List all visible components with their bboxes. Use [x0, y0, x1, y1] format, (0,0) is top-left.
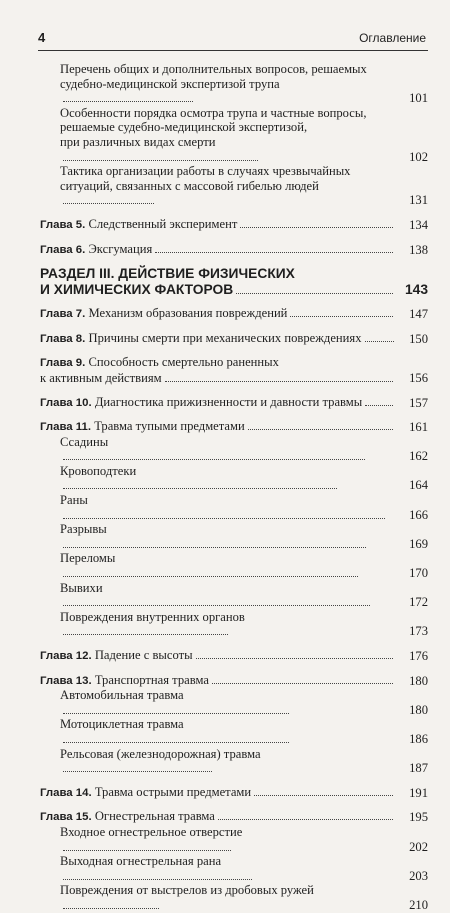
page-ref: 143 — [404, 281, 428, 297]
toc-chapter — [40, 648, 428, 664]
toc-text: Следственный эксперимент — [88, 216, 238, 231]
chapter-label: Глава 5. — [40, 218, 89, 231]
toc-subentry — [40, 854, 428, 883]
toc-line — [60, 493, 394, 522]
entry-gap — [40, 776, 428, 785]
dot-leader — [63, 705, 289, 714]
page-ref: 164 — [409, 478, 428, 493]
toc-line — [60, 464, 394, 493]
page-ref: 166 — [409, 507, 428, 522]
toc-subentry — [40, 164, 428, 208]
toc-text: Механизм образования повреждений — [88, 306, 288, 321]
toc-line — [40, 355, 394, 371]
dot-leader — [63, 195, 154, 204]
toc-subentry — [40, 551, 428, 580]
dot-leader — [63, 510, 385, 519]
page-number: 4 — [38, 30, 46, 45]
toc-text: Травма острыми предметами — [94, 784, 252, 799]
toc-subentry — [40, 106, 428, 164]
page-ref: 173 — [409, 624, 428, 639]
dot-leader — [63, 871, 252, 880]
toc-subentry — [40, 581, 428, 610]
page-ref: 169 — [409, 536, 428, 551]
toc-line — [40, 673, 394, 689]
toc-text: И ХИМИЧЕСКИХ ФАКТОРОВ — [40, 281, 234, 297]
toc-text: Выходная огнестрельная рана — [60, 854, 222, 869]
toc-line — [60, 825, 394, 854]
page-ref: 180 — [409, 702, 428, 717]
dot-leader — [254, 787, 393, 796]
toc-text: Особенности порядка осмотра трупа и частные вопросы, — [60, 105, 367, 120]
running-title: Оглавление — [359, 31, 426, 45]
toc-subentry — [40, 435, 428, 464]
toc-subentry — [40, 522, 428, 551]
toc-line — [40, 306, 394, 322]
page-ref: 186 — [409, 731, 428, 746]
page-ref: 147 — [409, 307, 428, 322]
entry-gap — [40, 322, 428, 331]
toc-subentry — [40, 883, 428, 912]
toc-text: судебно-медицинской экспертизой трупа — [60, 76, 280, 91]
toc-text: Вывихи — [60, 580, 103, 595]
dot-leader — [63, 763, 212, 772]
toc-section — [40, 266, 428, 297]
toc-line — [60, 581, 394, 610]
toc-text: Разрывы — [60, 522, 107, 537]
page-ref: 162 — [409, 449, 428, 464]
toc-text: Перечень общих и дополнительных вопросов, решаемых — [60, 62, 367, 76]
toc-line — [40, 419, 394, 435]
toc-line — [60, 747, 394, 776]
entry-gap — [40, 346, 428, 355]
page-ref: 203 — [409, 868, 428, 883]
toc-text: при различных видах смерти — [60, 134, 216, 149]
chapter-label: Глава 10. — [40, 396, 95, 409]
page-ref: 176 — [409, 649, 428, 663]
page-ref: 191 — [409, 785, 428, 800]
toc-text: Повреждения внутренних органов — [60, 609, 245, 624]
dot-leader — [63, 152, 258, 161]
entry-gap — [40, 664, 428, 673]
toc-text: Раны — [60, 493, 88, 508]
page-ref: 157 — [409, 395, 428, 410]
dot-leader — [63, 842, 231, 851]
page-ref: 138 — [409, 242, 428, 257]
chapter-label: Глава 13. — [40, 674, 95, 687]
entry-gap — [40, 410, 428, 419]
page-ref: 134 — [409, 217, 428, 232]
toc-chapter — [40, 355, 428, 385]
toc-text: ситуаций, связанных с массовой гибелью людей — [60, 178, 319, 193]
toc-line — [60, 551, 394, 580]
toc-subentry — [40, 688, 428, 717]
toc-line — [60, 610, 394, 639]
entry-gap — [40, 233, 428, 242]
entry-gap — [40, 297, 428, 306]
chapter-label: Глава 7. — [40, 308, 89, 321]
dot-leader — [365, 333, 394, 342]
toc-chapter — [40, 217, 428, 233]
page-ref: 170 — [409, 566, 428, 581]
toc-chapter — [40, 809, 428, 825]
dot-leader — [63, 568, 358, 577]
dot-leader — [63, 900, 159, 909]
page-ref: 180 — [409, 673, 428, 688]
entry-gap — [40, 257, 428, 266]
chapter-label: Глава 9. — [40, 357, 89, 370]
dot-leader — [240, 219, 393, 228]
toc-text: РАЗДЕЛ III. ДЕЙСТВИЕ ФИЗИЧЕСКИХ — [40, 266, 295, 282]
toc-chapter — [40, 673, 428, 689]
chapter-label: Глава 15. — [40, 811, 95, 824]
toc-line — [40, 331, 394, 347]
toc-line — [40, 395, 394, 411]
dot-leader — [155, 244, 393, 253]
toc-chapter — [40, 331, 428, 347]
entry-gap — [40, 639, 428, 648]
chapter-label: Глава 12. — [40, 650, 95, 662]
toc-text: к активным действиям — [40, 370, 162, 385]
dot-leader — [218, 811, 393, 820]
chapter-label: Глава 11. — [40, 421, 95, 434]
toc-subentry — [40, 717, 428, 746]
toc-chapter — [40, 419, 428, 435]
toc-subentry — [40, 610, 428, 639]
toc-line — [60, 522, 394, 551]
entry-gap — [40, 208, 428, 217]
toc-text: Автомобильная травма — [60, 688, 184, 703]
toc-text: Падение с высоты — [94, 648, 193, 662]
entry-gap — [40, 386, 428, 395]
toc-subentry — [40, 825, 428, 854]
dot-leader — [63, 626, 228, 635]
page-ref: 172 — [409, 595, 428, 610]
entry-gap — [40, 800, 428, 809]
toc-text: Повреждения от выстрелов из дробовых ружей — [60, 883, 314, 898]
toc-text: Мотоциклетная травма — [60, 717, 184, 732]
toc-line — [60, 688, 394, 717]
chapter-label: Глава 14. — [40, 786, 95, 799]
page-ref: 161 — [409, 420, 428, 435]
toc-chapter — [40, 785, 428, 801]
page-ref: 195 — [409, 810, 428, 825]
toc-line — [60, 164, 394, 179]
toc-line — [40, 371, 394, 386]
toc-line — [60, 77, 394, 106]
toc-line — [60, 135, 394, 164]
toc-line — [40, 266, 394, 282]
toc-line — [60, 883, 394, 912]
toc-text: Кровоподтеки — [60, 463, 137, 478]
toc-line — [40, 785, 394, 801]
toc-text: Огнестрельная травма — [94, 809, 215, 824]
dot-leader — [63, 597, 370, 606]
page-ref: 187 — [409, 761, 428, 776]
toc-chapter — [40, 395, 428, 411]
toc-text: Ссадины — [60, 434, 109, 449]
table-of-contents — [40, 62, 428, 913]
toc-line — [60, 717, 394, 746]
toc-line — [60, 854, 394, 883]
page-ref: 101 — [409, 91, 428, 106]
dot-leader — [212, 675, 393, 684]
toc-line — [60, 62, 394, 77]
page-ref: 102 — [409, 149, 428, 164]
page-ref: 210 — [409, 897, 428, 912]
chapter-label: Глава 8. — [40, 332, 89, 345]
toc-text: решаемые судебно-медицинской экспертизой, — [60, 120, 308, 135]
toc-line — [60, 106, 394, 121]
page-ref: 131 — [409, 193, 428, 208]
toc-line — [60, 179, 394, 208]
toc-line — [60, 435, 394, 464]
toc-line — [40, 217, 394, 233]
toc-line — [40, 282, 394, 298]
toc-subentry — [40, 493, 428, 522]
toc-text: Травма тупыми предметами — [94, 419, 245, 434]
dot-leader — [165, 373, 393, 382]
toc-text: Входное огнестрельное отверстие — [60, 824, 243, 839]
dot-leader — [196, 650, 393, 659]
toc-text: Диагностика прижизненности и давности травмы — [94, 394, 363, 409]
dot-leader — [290, 308, 393, 317]
toc-text: Способность смертельно раненных — [88, 355, 279, 370]
toc-text: Транспортная травма — [94, 672, 209, 687]
dot-leader — [63, 539, 366, 548]
toc-chapter — [40, 242, 428, 258]
dot-leader — [248, 421, 393, 430]
toc-chapter — [40, 306, 428, 322]
dot-leader — [365, 397, 393, 406]
toc-subentry — [40, 62, 428, 106]
dot-leader — [63, 734, 289, 743]
toc-subentry — [40, 464, 428, 493]
toc-line — [60, 120, 394, 135]
toc-text: Рельсовая (железнодорожная) травма — [60, 746, 261, 761]
chapter-label: Глава 6. — [40, 243, 89, 256]
toc-text: Эксгумация — [88, 241, 153, 256]
toc-line — [40, 809, 394, 825]
toc-text: Переломы — [60, 551, 116, 566]
dot-leader — [236, 285, 393, 294]
toc-subentry — [40, 747, 428, 776]
toc-text: Причины смерти при механических повреждениях — [88, 330, 362, 345]
page-ref: 150 — [409, 331, 428, 346]
toc-text: Тактика организации работы в случаях чрезвычайных — [60, 164, 351, 179]
dot-leader — [63, 451, 365, 460]
toc-line — [40, 648, 394, 664]
dot-leader — [63, 93, 193, 102]
page-ref: 202 — [409, 839, 428, 854]
dot-leader — [63, 480, 337, 489]
page-header — [38, 30, 428, 51]
page-ref: 156 — [409, 370, 428, 385]
toc-line — [40, 242, 394, 258]
